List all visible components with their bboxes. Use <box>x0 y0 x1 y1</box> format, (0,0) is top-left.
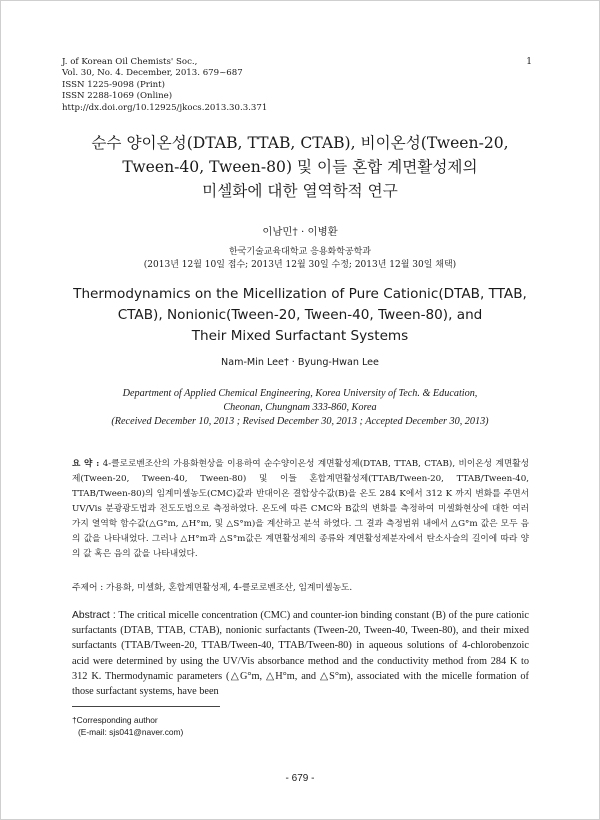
footnote <box>72 714 183 738</box>
journal-volume: Vol. 30, No. 4. December, 2013. 679~687 <box>62 68 243 79</box>
korean-affiliation-block <box>0 246 600 272</box>
english-affiliation-block <box>40 387 560 429</box>
english-affiliation-line: Cheonan, Chungnam 333-860, Korea <box>223 402 377 413</box>
english-affiliation-line: Department of Applied Chemical Engineering, Korea University of Tech. & Education, <box>122 388 478 399</box>
author-email: (E-mail: sjs041@naver.com) <box>78 727 184 737</box>
english-abstract-text: The critical micelle concentration (CMC) and counter-ion binding constant (B) of the pure cationic surfactants (DTAB, TTAB, CTAB), nonionic surfactants (Tween-20, Tween-40, Tween-80), and their mixed surfactants (TTAB/Tween-20, TTAB/Tween-40, TTAB/Tween-80) in aqueous solutions of 4-chlorobenzoic acid were determined by using the UV/Vis absorbance method and the conductivity method from 284 K to 312 K. Thermodynamic parameters (△G°m, △H°m, and △S°m), associated with the micelle formation of those surfactant systems, have been <box>72 610 529 698</box>
korean-title-line: 순수 양이온성(DTAB, TTAB, CTAB), 비이온성(Tween-20, <box>91 134 509 152</box>
korean-title-line: 미셀화에 대한 열역학적 연구 <box>202 182 398 200</box>
korean-abstract-label: 요 약 : <box>72 459 100 469</box>
korean-authors: 이남민† · 이병환 <box>262 226 338 238</box>
english-dates: (Received December 10, 2013 ; Revised December 30, 2013 ; Accepted December 30, 2013) <box>111 416 489 427</box>
doi-link[interactable]: http://dx.doi.org/10.12925/jkocs.2013.30.3.371 <box>62 102 268 113</box>
korean-abstract-text: 4-클로로벤조산의 가용화현상을 이용하여 순수양이온성 계면활성제(DTAB, TTAB, CTAB), 비이온성 계면활성제(Tween-20, Tween-40, Tween-80) 및 이들 혼합계면활성제(TTAB/Tween-20, TTAB/Tween-40, TTAB/Tween-80)의 임계미셀농도(CMC)값과 반대이온 결합상수값(B)을 온도 284 K에서 312 K 까지 변화를 주면서 UV/Vis 분광광도법과 전도도법으로 측정하였다. 온도에 따른 CMC와 B값의 변화를 측정하여 미셀화현상에 대한 여러 가지 열역학 함수값(△G°m, △H°m, 및 △S°m)을 계산하고 분석 하였다. 그 결과 측정범위 내에서 △G°m 값은 모두 음의 값을 나타내었다. 그러나 △H°m과 △S°m값은 계면활성제의 종류와 계면활성제분자에서 탄소사슬의 길이에 따라 양의 값 혹은 음의 값을 나타내었다. <box>72 459 530 559</box>
journal-name: J. of Korean Oil Chemists' Soc., <box>62 57 198 67</box>
korean-title <box>40 131 560 203</box>
page-footer-number: - 679 - <box>285 773 315 784</box>
english-authors: Nam-Min Lee† · Byung-Hwan Lee <box>221 357 379 368</box>
journal-header <box>62 57 267 114</box>
english-title-line: Their Mixed Surfactant Systems <box>191 328 409 344</box>
korean-abstract <box>72 457 529 562</box>
english-title <box>40 284 560 347</box>
korean-title-line: Tween-40, Tween-80) 및 이들 혼합 계면활성제의 <box>122 158 478 176</box>
footnote-divider <box>72 706 220 707</box>
issn-online: ISSN 2288-1069 (Online) <box>62 91 173 102</box>
english-abstract-label: Abstract : <box>72 610 116 621</box>
issn-print: ISSN 1225-9098 (Print) <box>62 79 165 90</box>
english-title-line: CTAB), Nonionic(Tween-20, Tween-40, Tween-80), and <box>117 307 483 323</box>
corresponding-author-note: †Corresponding author <box>72 715 158 725</box>
english-abstract <box>72 608 529 699</box>
keywords: 주제어 : 가용화, 미셀화, 혼합계면활성제, 4-클로로벤조산, 임계미셀농도. <box>72 583 353 593</box>
english-title-line: Thermodynamics on the Micellization of Pure Cationic(DTAB, TTAB, <box>73 286 527 302</box>
korean-affiliation: 한국기술교육대학교 응용화학공학과 <box>229 247 371 257</box>
korean-dates: (2013년 12월 10일 접수; 2013년 12월 30일 수정; 2013년 12월 30일 채택) <box>143 260 457 270</box>
page-number-top: 1 <box>526 57 532 67</box>
